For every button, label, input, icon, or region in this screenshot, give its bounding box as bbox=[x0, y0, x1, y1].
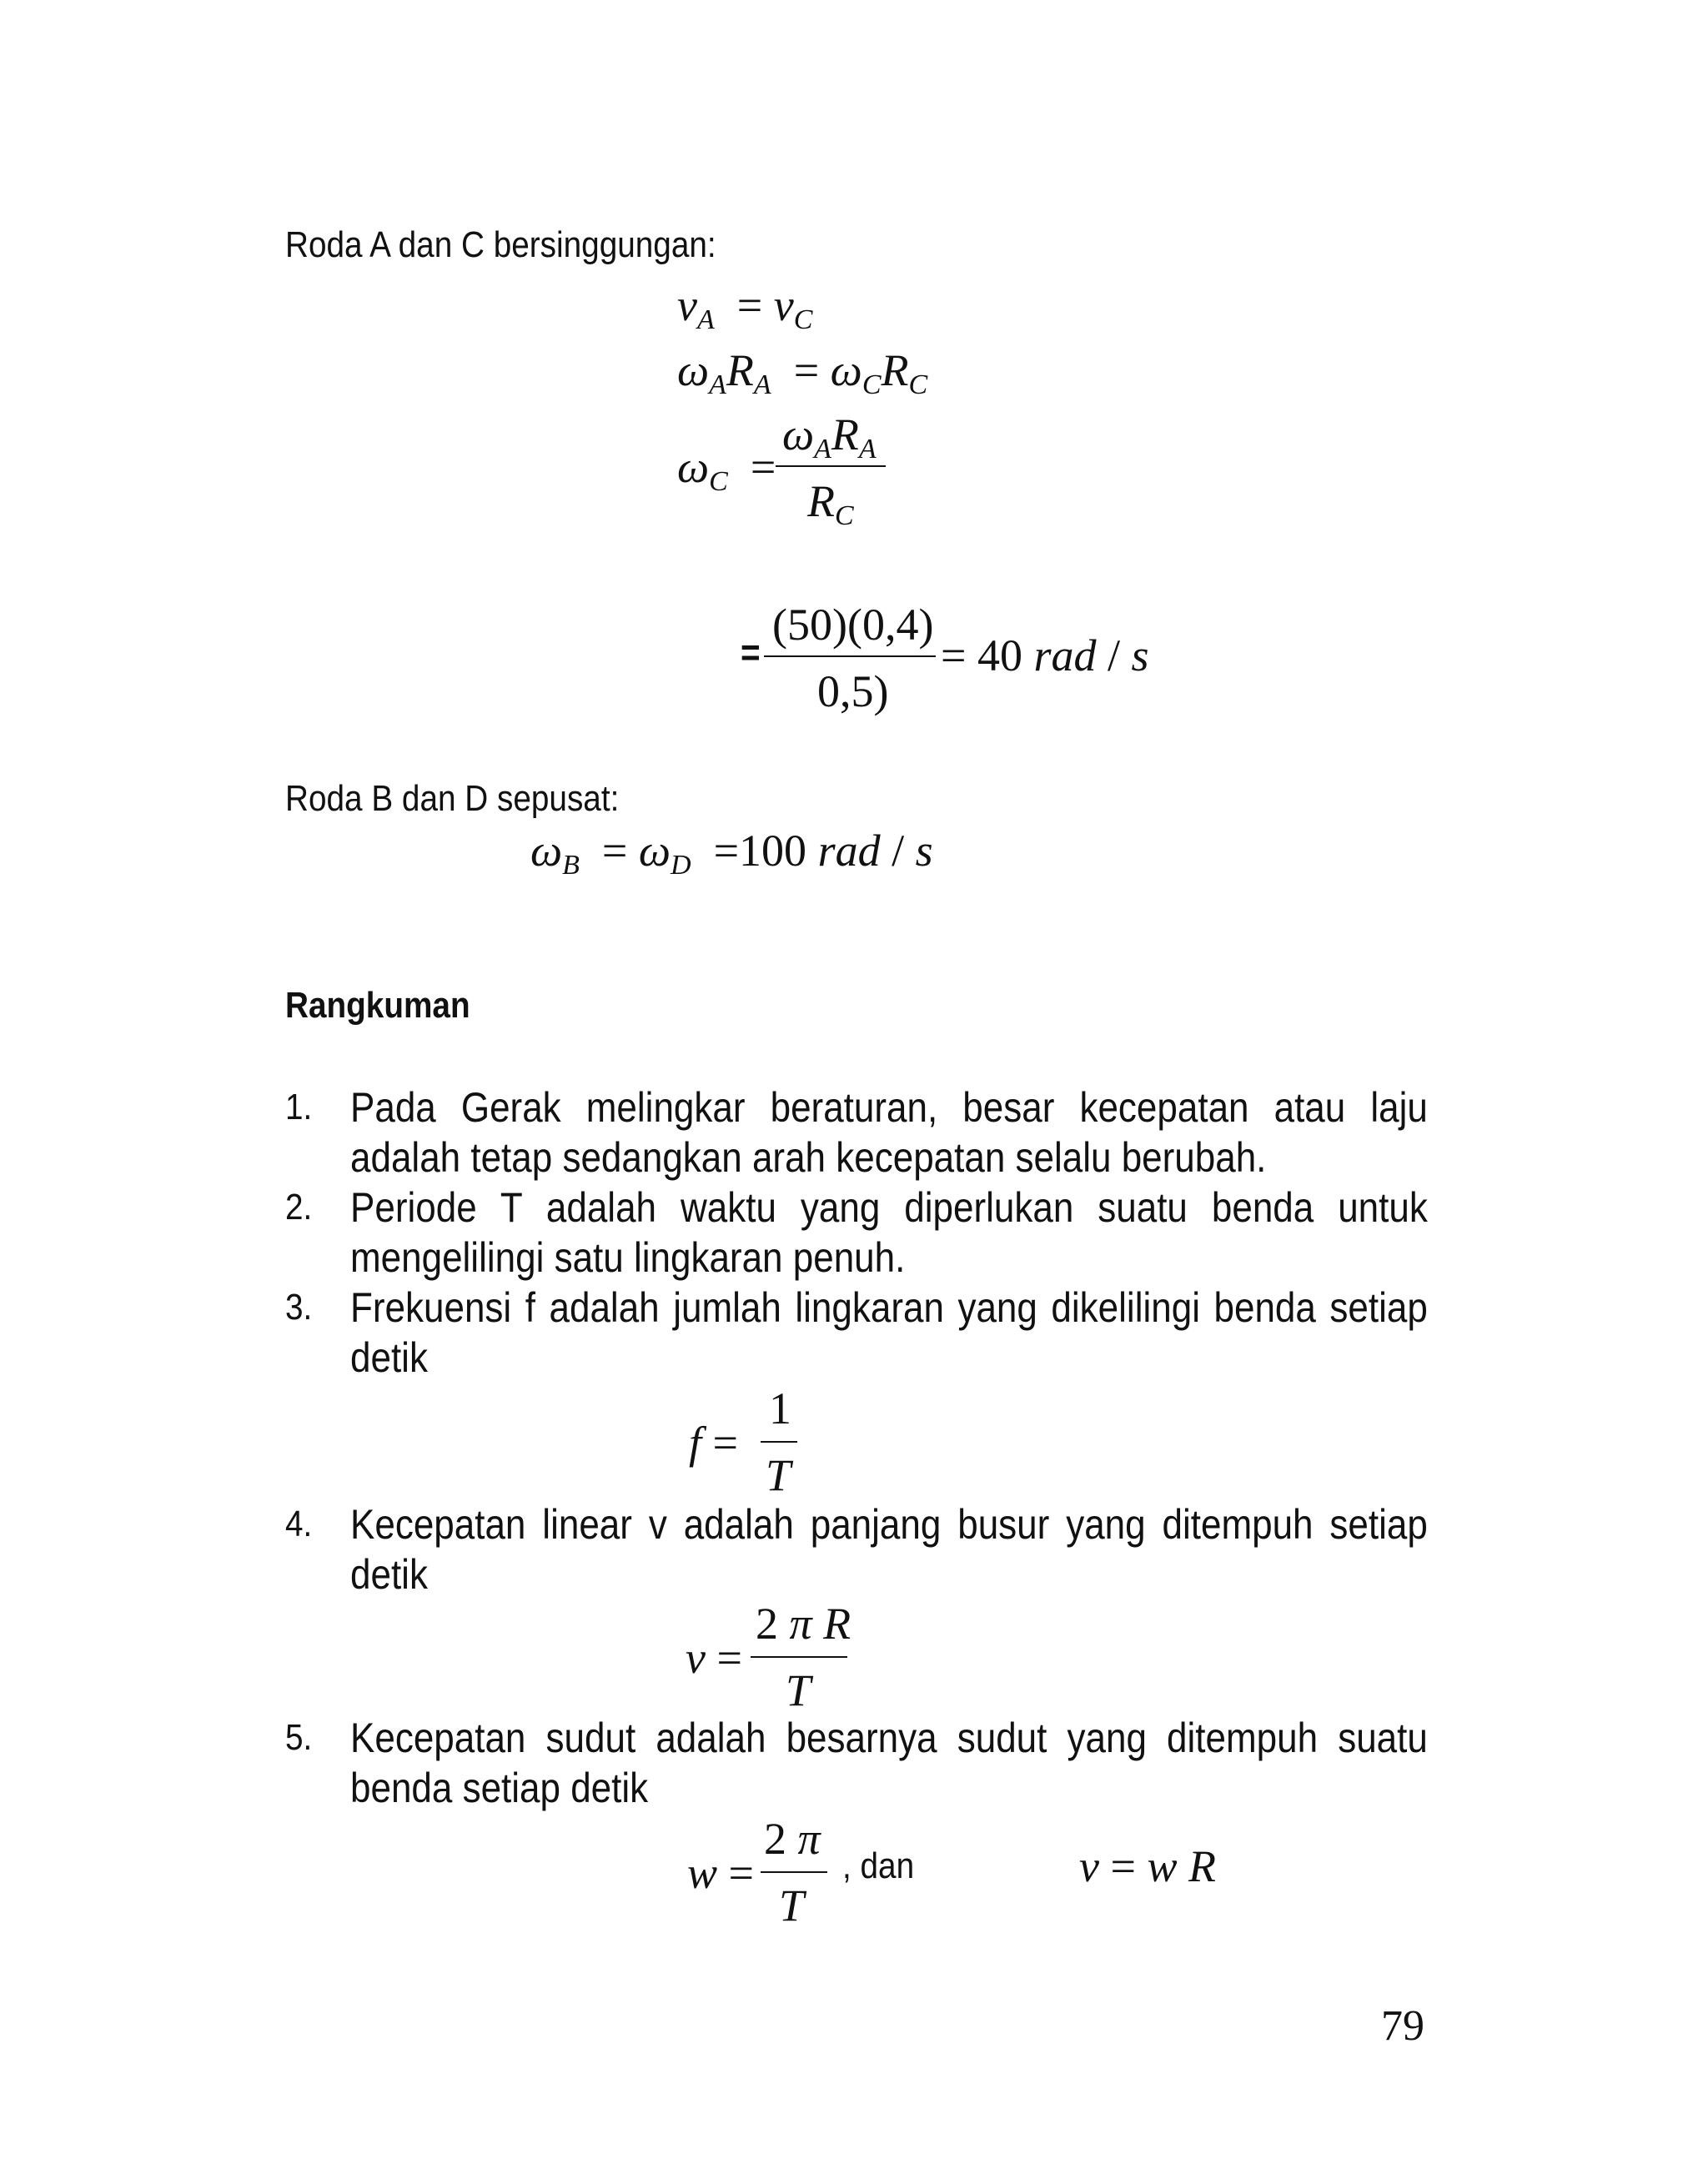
formula-v-bar bbox=[751, 1656, 847, 1658]
list-number: 1. bbox=[285, 1087, 313, 1127]
equation-omega-b-d: $\omega_B = \omega_D =100$ rad / s bbox=[530, 826, 933, 881]
page-number: 79 bbox=[1381, 2002, 1424, 2050]
omega-c-denominator: $R_C$ bbox=[807, 476, 854, 531]
formula-v-denominator: T bbox=[786, 1665, 811, 1715]
formula-w-denominator: T bbox=[779, 1880, 805, 1930]
list-number: 4. bbox=[285, 1504, 313, 1544]
omega-c-numerator: $\omega_AR_A$ bbox=[782, 409, 877, 464]
list-text: Kecepatan sudut adalah besarnya sudut yang ditempuh suatu benda setiap detik bbox=[350, 1715, 1428, 1811]
formula-f-left: f = bbox=[689, 1418, 738, 1468]
section-b-label: Roda B dan D sepusat: bbox=[285, 778, 620, 819]
formula-f-numerator: 1 bbox=[769, 1383, 791, 1433]
formula-v-left: v = bbox=[686, 1633, 742, 1683]
calc-denominator: 0,5) bbox=[817, 666, 889, 716]
formula-v-numerator: 2 π R bbox=[756, 1599, 851, 1649]
formula-w-connector: , dan bbox=[842, 1845, 915, 1886]
list-text: Periode T adalah waktu yang diperlukan suatu benda untuk mengelilingi satu lingkaran penuh. bbox=[350, 1184, 1428, 1281]
formula-f-denominator: T bbox=[766, 1450, 791, 1500]
formula-f-bar bbox=[761, 1441, 797, 1443]
calc-fraction-bar bbox=[764, 655, 936, 657]
omega-c-fraction-bar bbox=[776, 465, 886, 467]
summary-heading: Rangkuman bbox=[285, 985, 470, 1026]
list-text: Frekuensi f adalah jumlah lingkaran yang dikelilingi benda setiap detik bbox=[350, 1284, 1428, 1381]
formula-w-numerator: 2 π bbox=[764, 1814, 821, 1864]
formula-v-wr: v = w R bbox=[1079, 1841, 1216, 1891]
formula-w-bar bbox=[761, 1871, 827, 1873]
calc-numerator: (50)(0,4) bbox=[772, 600, 934, 650]
list-text: Kecepatan linear v adalah panjang busur yang ditempuh setiap detik bbox=[350, 1501, 1428, 1598]
list-text: Pada Gerak melingkar beraturan, besar kecepatan atau laju adalah tetap sedangkan arah kecepatan selalu berubah. bbox=[350, 1084, 1428, 1181]
equation-omega-r: $\omega_AR_A = \omega_CR_C$ bbox=[677, 345, 928, 400]
equation-va-vc: $v_A = v_C$ bbox=[677, 280, 813, 335]
calc-result: = 40 rad / s bbox=[941, 630, 1149, 680]
formula-w-left: w = bbox=[687, 1848, 754, 1898]
list-number: 5. bbox=[285, 1717, 313, 1758]
section-a-label: Roda A dan C bersinggungan: bbox=[285, 224, 716, 265]
list-number: 3. bbox=[285, 1287, 313, 1328]
calc-equals: = bbox=[741, 630, 761, 674]
equation-omega-c-left: $\omega_C$ = bbox=[677, 442, 776, 497]
list-number: 2. bbox=[285, 1187, 313, 1228]
